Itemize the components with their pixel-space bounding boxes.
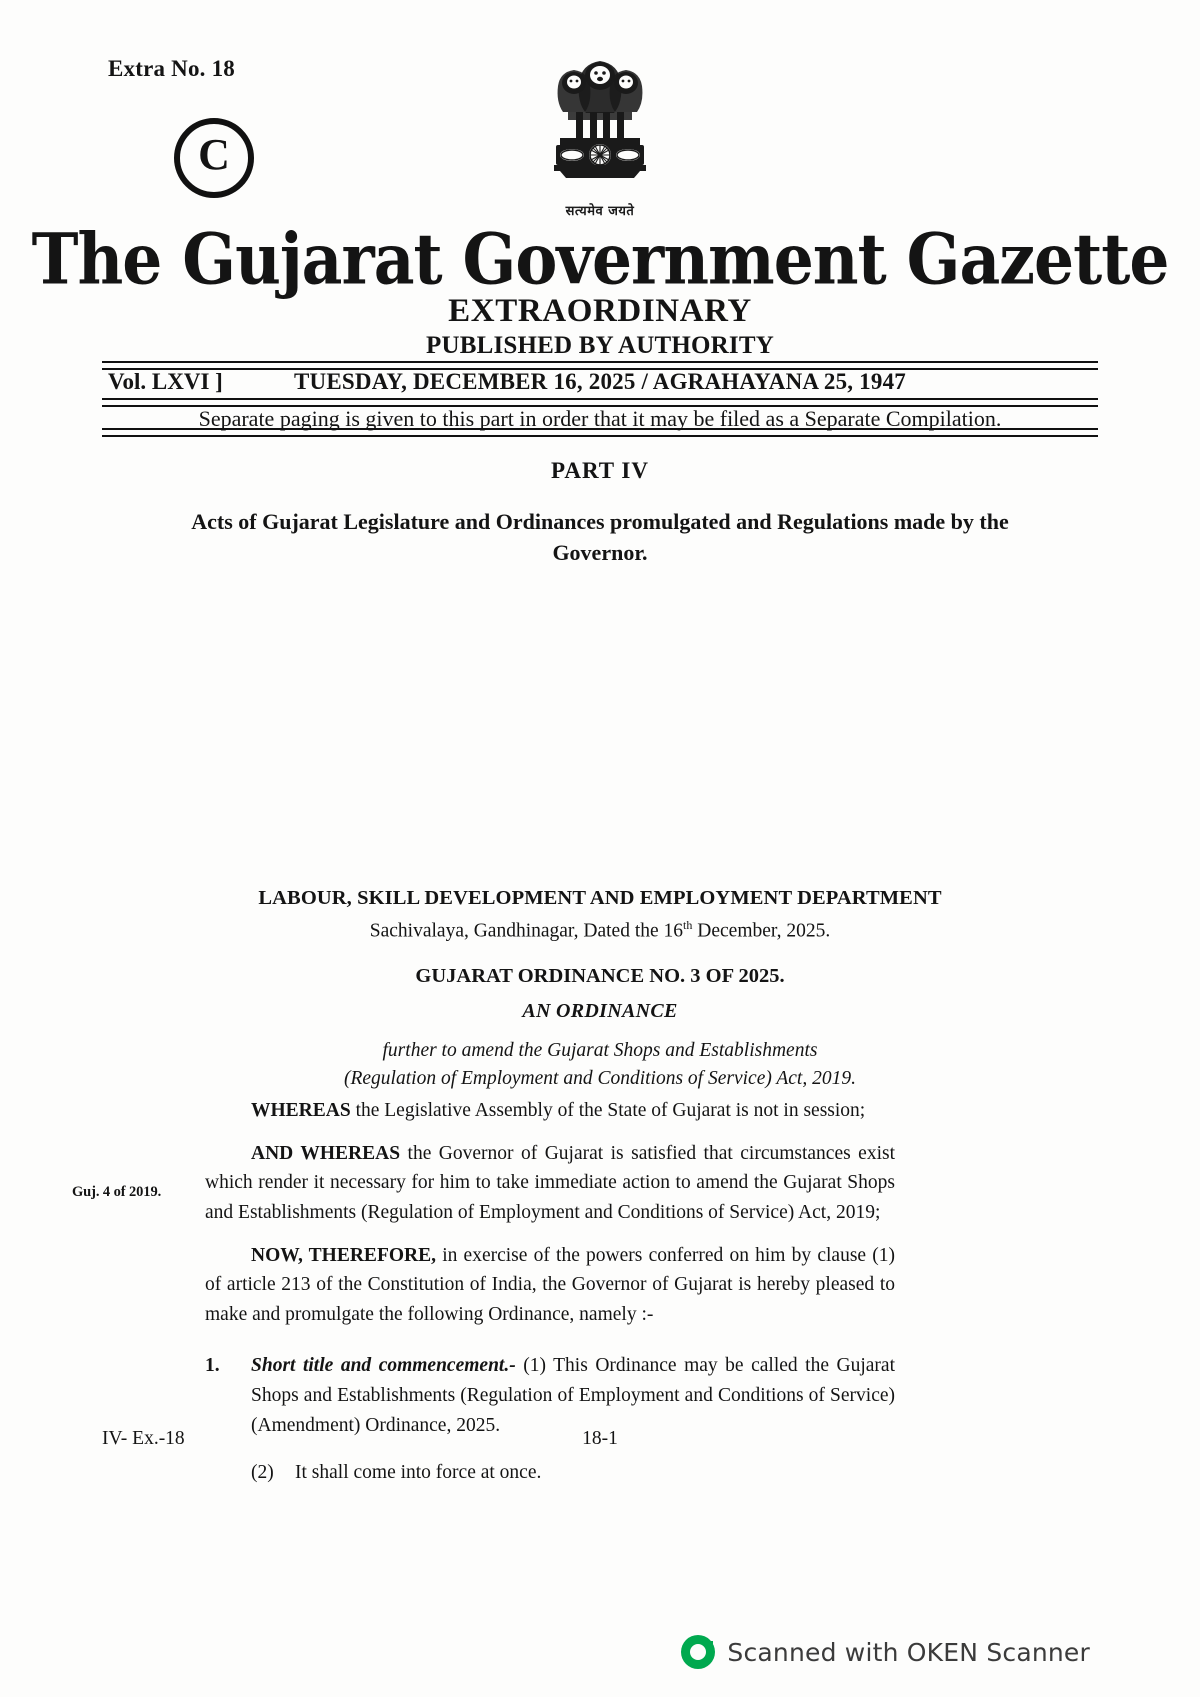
paragraph-and-whereas: [205, 1139, 895, 1228]
masthead-rule-bottom: [102, 428, 1098, 437]
ordinance-subtitle-line-1: further to amend the Gujarat Shops and Establishments: [382, 1040, 818, 1061]
part-description: Acts of Gujarat Legislature and Ordinances promulgated and Regulations made by the Governor.: [191, 509, 1009, 566]
extraordinary-label: EXTRAORDINARY: [448, 293, 752, 329]
part-label: PART IV: [551, 458, 649, 483]
ordinance-subtitle-line-2: (Regulation of Employment and Conditions of Service) Act, 2019.: [344, 1067, 856, 1089]
department-address: [0, 918, 1200, 943]
margin-note-act-reference: Guj. 4 of 2019.: [72, 1184, 162, 1200]
issue-date: TUESDAY, DECEMBER 16, 2025 / AGRAHAYANA 25, 1947: [294, 369, 906, 394]
copyright-letter: C: [198, 130, 230, 179]
and-whereas-label: AND WHEREAS: [251, 1142, 401, 1164]
paragraph-whereas: [205, 1096, 895, 1126]
ashoka-lion-capital-icon: [546, 50, 654, 200]
now-therefore-label: NOW, THEREFORE,: [251, 1244, 436, 1266]
address-ordinal: th: [683, 918, 693, 932]
oken-scanner-icon: [681, 1635, 715, 1669]
whereas-text: the Legislative Assembly of the State of Gujarat is not in session;: [350, 1100, 866, 1121]
clause-1-subclause-2: [205, 1458, 895, 1488]
copyright-icon: [174, 118, 254, 198]
separate-paging-note: Separate paging is given to this part in order that it may be filed as a Separate Compilation.: [198, 406, 1002, 431]
and-whereas-text: the Governor of Gujarat is satisfied that circumstances exist which render it necessary for him to take immediate action to amend the Gujarat Shops and Establishments (Regulation of Employment and Conditions of Service) Act, 2019;: [205, 1142, 895, 1223]
subclause-2-text: It shall come into force at once.: [295, 1462, 542, 1484]
volume-label: Vol. LXVI ]: [108, 369, 223, 394]
volume-date-row: [102, 369, 1098, 397]
ordinance-number: GUJARAT ORDINANCE NO. 3 OF 2025.: [415, 965, 785, 987]
address-prefix: Sachivalaya, Gandhinagar, Dated the 16: [369, 920, 684, 942]
page-title: The Gujarat Government Gazette: [31, 217, 1169, 301]
clause-1-number: 1.: [205, 1355, 220, 1377]
an-ordinance-label: AN ORDINANCE: [522, 1000, 678, 1022]
emblem-motto: सत्यमेव जयते: [565, 204, 635, 219]
now-therefore-text: in exercise of the powers conferred on him by clause (1) of article 213 of the Constitution of India, the Governor of Gujarat is hereby pleased to make and promulgate the following Ordinance, namely :-: [205, 1244, 896, 1325]
extra-number: Extra No. 18: [108, 56, 235, 81]
clause-1-heading: Short title and commencement.-: [251, 1355, 516, 1377]
clause-1: [205, 1351, 895, 1440]
scanner-watermark: [681, 1635, 1090, 1669]
department-name: LABOUR, SKILL DEVELOPMENT AND EMPLOYMENT DEPARTMENT: [258, 887, 942, 909]
ordinance-subtitle: [240, 1037, 960, 1092]
whereas-label: WHEREAS: [251, 1100, 351, 1121]
footer-page-number: 18-1: [582, 1428, 618, 1449]
published-by-authority-label: PUBLISHED BY AUTHORITY: [426, 332, 774, 359]
scanner-watermark-text: Scanned with OKEN Scanner: [727, 1637, 1090, 1667]
address-suffix: December, 2025.: [692, 920, 831, 942]
clause-1-text: (1) This Ordinance may be called the Gujarat Shops and Establishments (Regulation of Employment and Conditions of Service) (Amendment) Ordinance, 2025.: [251, 1355, 895, 1436]
paragraph-now-therefore: [205, 1241, 895, 1330]
state-emblem: [535, 50, 665, 219]
footer-part-code: IV- Ex.-18: [102, 1428, 185, 1449]
subclause-2-number: (2): [251, 1462, 274, 1484]
clause-1-body: [251, 1351, 895, 1440]
